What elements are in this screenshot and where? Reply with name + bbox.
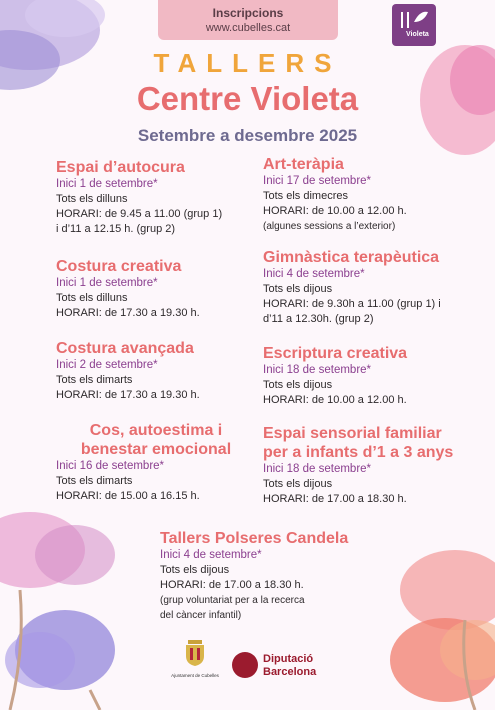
workshop-title	[56, 421, 256, 459]
workshop-gimnastica-terapeutica	[263, 248, 473, 327]
workshop-schedule: HORARI: de 10.00 a 12.00 h.	[263, 205, 407, 217]
workshop-title-line1: Cos, autoestima i	[89, 422, 223, 439]
workshop-start: Inici 18 de setembre*	[263, 364, 372, 376]
workshop-day: Tots els dijous	[263, 283, 333, 295]
workshop-costura-avancada	[56, 339, 256, 403]
coat-of-arms-icon	[184, 640, 206, 666]
ajuntament-cubelles-logo	[170, 640, 220, 678]
workshop-note-line2: del càncer infantil)	[160, 610, 242, 621]
workshop-note-line1: (grup voluntariat per a la recerca	[160, 595, 305, 606]
workshop-title: Tallers Polseres Candela	[160, 530, 349, 547]
workshop-start: Inici 2 de setembre*	[56, 359, 158, 371]
workshop-schedule: HORARI: de 9.45 a 11.00 (grup 1)	[56, 208, 223, 220]
workshop-title-line1: Espai sensorial familiar	[263, 425, 442, 442]
workshop-espai-autocura	[56, 158, 256, 237]
workshop-day: Tots els dilluns	[56, 292, 128, 304]
centre-violeta-logo	[392, 4, 436, 46]
logo-text: Violeta	[406, 31, 429, 38]
workshop-schedule: HORARI: de 9.30h a 11.00 (grup 1) i	[263, 298, 441, 310]
heading-tallers: TALLERS	[153, 48, 342, 78]
workshop-start: Inici 4 de setembre*	[263, 268, 365, 280]
workshop-title-line2: per a infants d’1 a 3 anys	[263, 444, 454, 461]
workshop-start: Inici 16 de setembre*	[56, 460, 165, 472]
inscriptions-badge	[158, 0, 338, 40]
workshop-day: Tots els dilluns	[56, 193, 128, 205]
workshop-start: Inici 1 de setembre*	[56, 178, 158, 190]
workshop-escriptura-creativa	[263, 344, 473, 408]
workshop-cos-autoestima	[56, 421, 256, 504]
workshop-title	[263, 424, 473, 462]
workshop-title: Espai d’autocura	[56, 159, 185, 176]
period-subtitle: Setembre a desembre 2025	[137, 126, 358, 145]
workshop-title: Costura avançada	[56, 340, 194, 357]
workshop-title: Gimnàstica terapèutica	[263, 249, 440, 266]
heading-centre-violeta: Centre Violeta	[136, 80, 359, 117]
workshop-schedule: HORARI: de 17.00 a 18.30 h.	[160, 579, 304, 591]
leaf-icon	[398, 8, 430, 32]
workshop-schedule: HORARI: de 10.00 a 12.00 h.	[263, 394, 407, 406]
diputacio-barcelona-logo	[232, 652, 342, 682]
workshop-start: Inici 4 de setembre*	[160, 549, 262, 561]
workshop-title-line2: benestar emocional	[80, 441, 232, 458]
workshop-espai-sensorial	[263, 424, 473, 507]
workshop-day: Tots els dijous	[160, 564, 230, 576]
diputacio-text-line2: Barcelona	[263, 666, 317, 678]
inscriptions-title: Inscripcions	[212, 6, 284, 20]
workshop-schedule-extra: i d’11 a 12.15 h. (grup 2)	[56, 223, 176, 235]
workshop-day: Tots els dimarts	[56, 374, 133, 386]
workshop-polseres-candela	[160, 529, 370, 623]
workshop-title: Escriptura creativa	[263, 345, 408, 362]
workshop-art-terapia	[263, 155, 473, 234]
workshop-title: Costura creativa	[56, 258, 182, 275]
workshop-day: Tots els dimarts	[56, 475, 133, 487]
workshop-title: Art-teràpia	[263, 156, 344, 173]
workshop-schedule-extra: d’11 a 12.30h. (grup 2)	[263, 313, 374, 325]
workshop-start: Inici 1 de setembre*	[56, 277, 158, 289]
inscriptions-url[interactable]: www.cubelles.cat	[205, 22, 291, 34]
workshop-day: Tots els dijous	[263, 478, 333, 490]
workshop-schedule: HORARI: de 17.30 a 19.30 h.	[56, 307, 200, 319]
workshop-start: Inici 18 de setembre*	[263, 463, 372, 475]
workshop-schedule: HORARI: de 15.00 a 16.15 h.	[56, 490, 200, 502]
workshop-start: Inici 17 de setembre*	[263, 175, 372, 187]
workshop-day: Tots els dijous	[263, 379, 333, 391]
workshop-day: Tots els dimecres	[263, 190, 348, 202]
workshop-schedule: HORARI: de 17.30 a 19.30 h.	[56, 389, 200, 401]
workshop-note: (algunes sessions a l’exterior)	[263, 221, 396, 232]
diputacio-seal-icon	[232, 652, 258, 678]
diputacio-text-line1: Diputació	[263, 653, 314, 665]
workshop-schedule: HORARI: de 17.00 a 18.30 h.	[263, 493, 407, 505]
workshop-costura-creativa	[56, 257, 256, 321]
flower-decoration-bottom-left	[0, 510, 150, 710]
ajuntament-text: Ajuntament de Cubelles	[171, 673, 219, 678]
flower-decoration-bottom-right	[375, 540, 495, 710]
